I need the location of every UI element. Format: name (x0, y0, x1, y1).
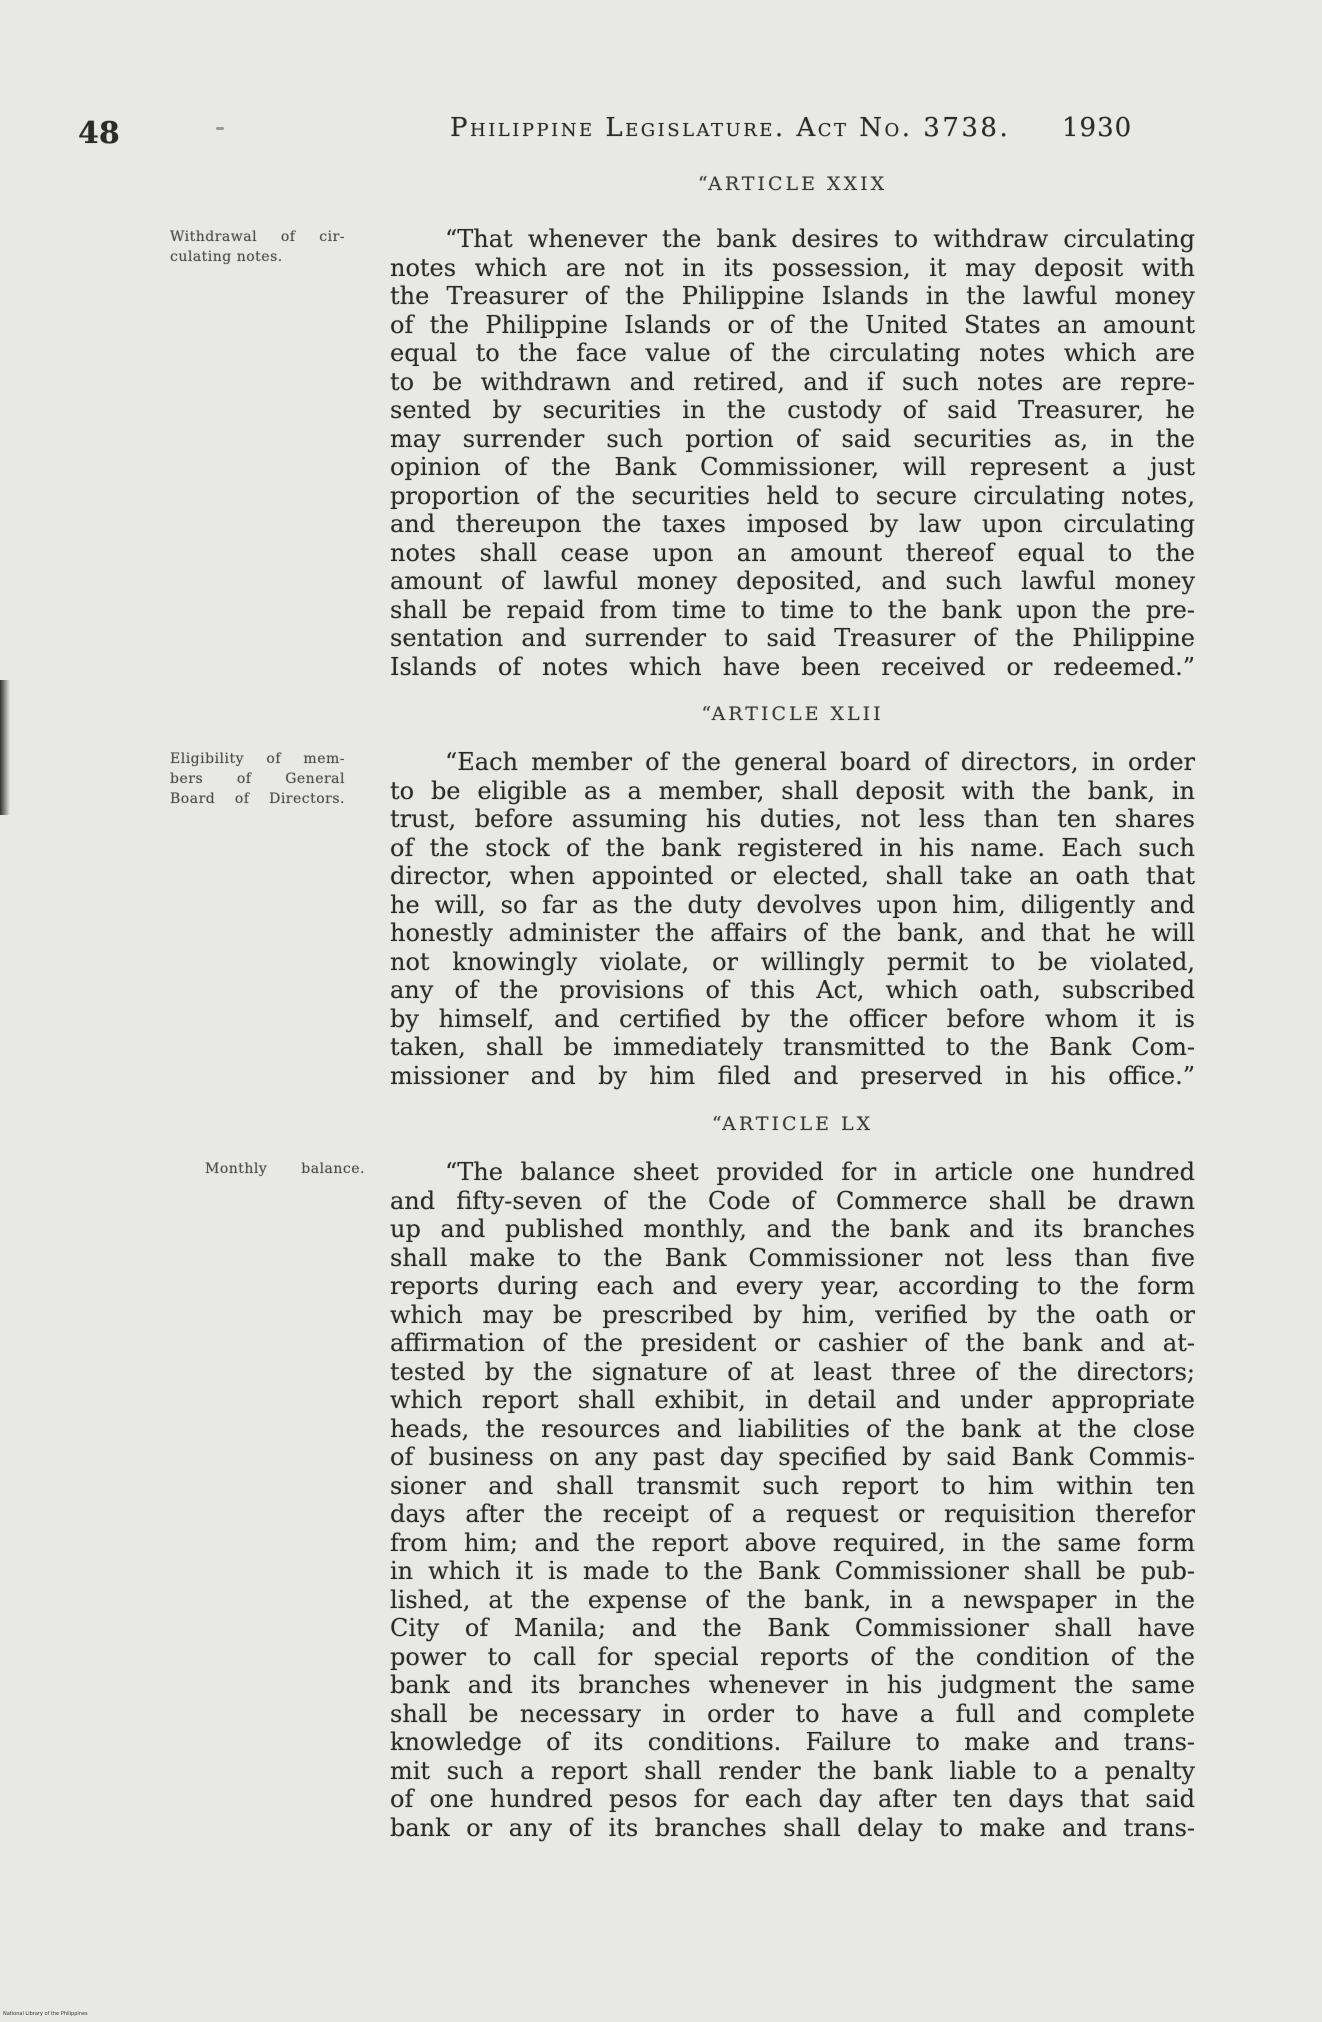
text-line: of the stock of the bank registered in his name. Each such (390, 833, 1195, 862)
text-line: trust, before assuming his duties, not less than ten shares (390, 805, 1195, 833)
text-line: sentation and surrender to said Treasurer of the Philippine (390, 624, 1195, 652)
text-line: affirmation of the president or cashier of the bank and at- (390, 1329, 1195, 1357)
text-line: director, when appointed or elected, shall take an oath that (390, 862, 1195, 890)
text-line: notes shall cease upon an amount thereof equal to the (390, 538, 1195, 567)
text-line: taken, shall be immediately transmitted to the Bank Com- (390, 1033, 1195, 1061)
article-heading: “ARTICLE XXIX (697, 173, 888, 195)
margin-note-line: Board of Directors. (170, 791, 345, 807)
article-heading: “ARTICLE LX (711, 1113, 874, 1135)
margin-note (170, 227, 345, 267)
text-line: which may be prescribed by him, verified by the oath or (390, 1300, 1195, 1329)
text-line: honestly administer the affairs of the bank, and that he will (390, 919, 1195, 947)
binding-shadow (0, 680, 10, 815)
text-line: tested by the signature of at least three of the directors; (390, 1357, 1195, 1386)
text-line: of one hundred pesos for each day after ten days that said (390, 1785, 1195, 1813)
text-line: up and published monthly, and the bank and its branches (390, 1215, 1195, 1243)
article-body (390, 748, 1195, 1090)
text-line: knowledge of its conditions. Failure to make and trans- (390, 1728, 1195, 1756)
text-line: mit such a report shall render the bank liable to a penalty (390, 1756, 1195, 1785)
text-line: Islands of notes which have been received or redeemed.” (390, 652, 1195, 681)
text-line: proportion of the securities held to secure circulating notes, (390, 481, 1195, 510)
text-line: lished, at the expense of the bank, in a newspaper in the (390, 1585, 1195, 1614)
text-line: heads, the resources and liabilities of the bank at the close (390, 1414, 1195, 1443)
text-line: of the Philippine Islands or of the United States an amount (390, 310, 1195, 339)
text-line: and thereupon the taxes imposed by law upon circulating (390, 510, 1195, 538)
text-line: not knowingly violate, or willingly permit to be violated, (390, 947, 1195, 976)
text-line: “That whenever the bank desires to withdraw circulating (445, 225, 1195, 253)
text-line: by himself, and certified by the officer before whom it is (390, 1004, 1195, 1033)
margin-note-line: culating notes. (170, 249, 283, 265)
text-line: and fifty-seven of the Code of Commerce shall be drawn (390, 1186, 1195, 1215)
article-body (390, 225, 1195, 681)
text-line: bank and its branches whenever in his judgment the same (390, 1671, 1195, 1699)
text-line: opinion of the Bank Commissioner, will represent a just (390, 453, 1195, 481)
text-line: missioner and by him filed and preserved in his office.” (390, 1061, 1195, 1090)
text-line: City of Manila; and the Bank Commissioner shall have (390, 1614, 1195, 1642)
margin-note-line: Withdrawal of cir- (170, 229, 345, 245)
page-number: 48 (78, 116, 120, 151)
text-line: power to call for special reports of the condition of the (390, 1642, 1195, 1671)
article-body (390, 1158, 1195, 1842)
text-line: shall make to the Bank Commissioner not less than five (390, 1243, 1195, 1272)
text-line: in which it is made to the Bank Commissioner shall be pub- (390, 1557, 1195, 1585)
scan-mark (216, 127, 224, 130)
margin-note-line: Eligibility of mem- (170, 751, 345, 767)
margin-note (170, 749, 345, 809)
text-line: reports during each and every year, according to the form (390, 1272, 1195, 1300)
text-line: which report shall exhibit, in detail and under appropriate (390, 1386, 1195, 1414)
text-line: sented by securities in the custody of said Treasurer, he (390, 396, 1195, 424)
text-line: bank or any of its branches shall delay to make and trans- (390, 1813, 1195, 1842)
text-line: notes which are not in its possession, it may deposit with (390, 253, 1195, 282)
text-line: any of the provisions of this Act, which oath, subscribed (390, 976, 1195, 1004)
text-line: shall be repaid from time to time to the bank upon the pre- (390, 595, 1195, 624)
text-line: “The balance sheet provided for in article one hundred (445, 1158, 1195, 1186)
text-line: days after the receipt of a request or requisition therefor (390, 1500, 1195, 1528)
text-line: from him; and the report above required, in the same form (390, 1528, 1195, 1557)
text-line: amount of lawful money deposited, and such lawful money (390, 567, 1195, 595)
margin-note-line: bers of General (170, 771, 345, 787)
text-line: shall be necessary in order to have a full and complete (390, 1699, 1195, 1728)
text-line: equal to the face value of the circulating notes which are (390, 339, 1195, 367)
text-line: he will, so far as the duty devolves upon him, diligently and (390, 890, 1195, 919)
article-heading: “ARTICLE XLII (701, 703, 884, 725)
text-line: to be eligible as a member, shall deposit with the bank, in (390, 776, 1195, 805)
text-line: sioner and shall transmit such report to him within ten (390, 1471, 1195, 1500)
margin-note (205, 1159, 365, 1179)
text-line: “Each member of the general board of directors, in order (445, 748, 1195, 776)
text-line: the Treasurer of the Philippine Islands in the lawful money (390, 282, 1195, 310)
running-head: Philippine Legislature. Act No. 3738. (450, 113, 1011, 143)
text-line: may surrender such portion of said securities as, in the (390, 424, 1195, 453)
text-line: of business on any past day specified by said Bank Commis- (390, 1443, 1195, 1471)
scan-credit: National Library of the Philippines (3, 2011, 88, 2017)
text-line: to be withdrawn and retired, and if such notes are repre- (390, 367, 1195, 396)
running-head-year: 1930 (1062, 113, 1133, 143)
margin-note-line: Monthly balance. (205, 1161, 365, 1177)
